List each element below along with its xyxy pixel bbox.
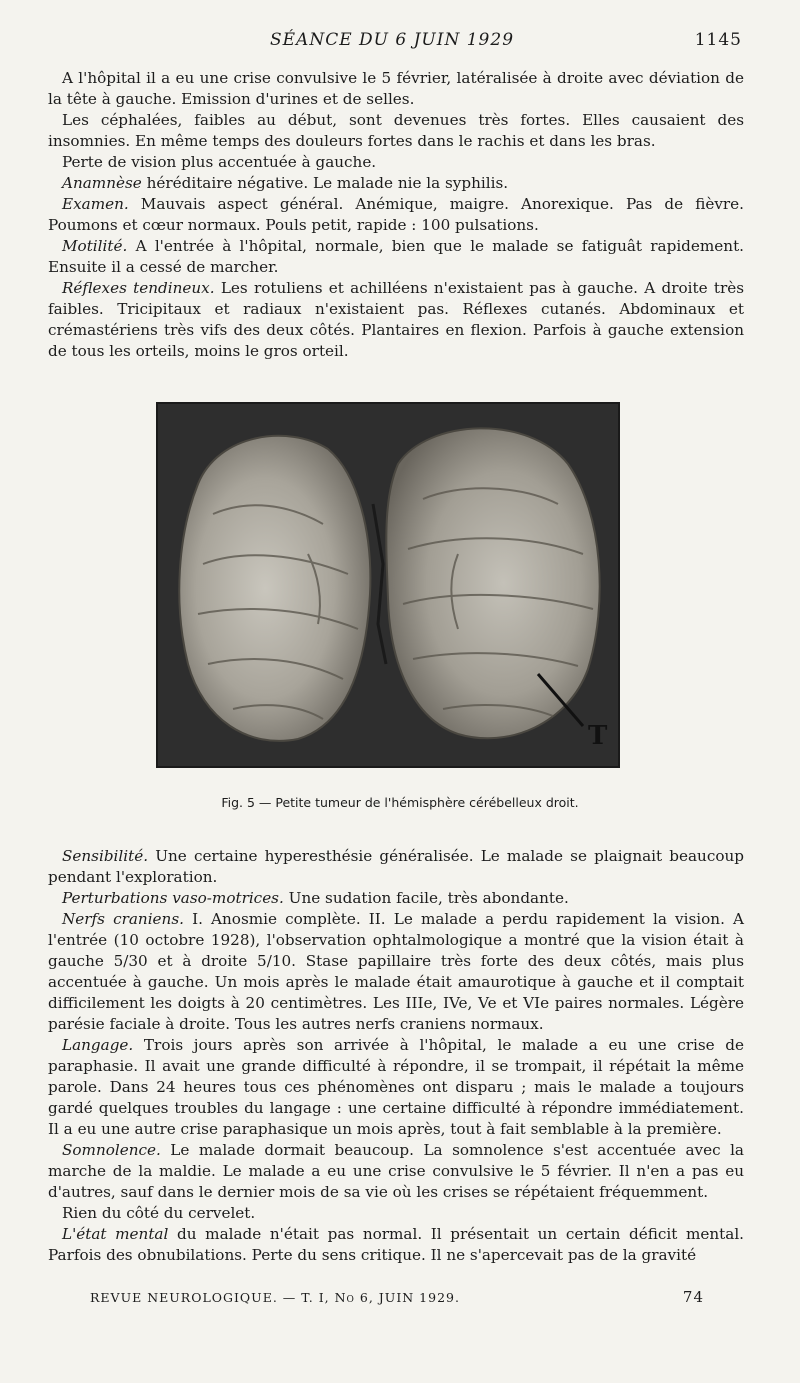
paragraph-lead: Somnolence. bbox=[62, 1141, 161, 1159]
paragraph bbox=[48, 278, 744, 362]
paragraph bbox=[48, 1035, 744, 1140]
cerebellum-photo-illustration bbox=[158, 404, 618, 766]
paragraph-lead: Sensibilité. bbox=[62, 847, 149, 865]
paragraph bbox=[48, 152, 744, 173]
paragraph-text: Perte de vision plus accentuée à gauche. bbox=[62, 153, 377, 171]
paragraph-text: Une sudation facile, très abondante. bbox=[283, 889, 569, 907]
paragraph bbox=[48, 1140, 744, 1203]
paragraph-text: héréditaire négative. Le malade nie la syphilis. bbox=[141, 174, 509, 192]
paragraph-lead: Nerfs craniens. bbox=[62, 910, 184, 928]
paragraph-lead: Réflexes tendineux. bbox=[62, 279, 215, 297]
paragraph bbox=[48, 236, 744, 278]
paragraph bbox=[48, 110, 744, 152]
figure-caption: Fig. 5 — Petite tumeur de l'hémisphère cérébelleux droit. bbox=[221, 795, 579, 810]
page-number: 1145 bbox=[694, 30, 742, 50]
paragraph-lead: Examen. bbox=[62, 195, 129, 213]
paragraph bbox=[48, 846, 744, 888]
paragraph bbox=[48, 1203, 744, 1224]
paragraph-text: A l'entrée à l'hôpital, normale, bien que le malade se fatiguât rapidement. Ensuite il a cessé de marcher. bbox=[48, 237, 744, 276]
paragraph-lead: Perturbations vaso-motrices. bbox=[62, 889, 284, 907]
paragraph-lead: L'état mental bbox=[62, 1225, 169, 1243]
paragraph-text: du malade n'était pas normal. Il présentait un certain déficit mental. Parfois des obnubilations. Perte du sens critique. Il ne s'apercevait pas de la gravité bbox=[48, 1225, 744, 1264]
paragraph-text: Une certaine hyperesthésie généralisée. Le malade se plaignait beaucoup pendant l'exploration. bbox=[48, 847, 744, 886]
paragraph bbox=[48, 68, 744, 110]
paragraph-text: I. Anosmie complète. II. Le malade a perdu rapidement la vision. A l'entrée (10 octobre 1928), l'observation ophtalmologique a montré que la vision était à gauche 5/30 et à droite 5/10. Stase papillaire très forte des deux côtés, mais plus accentuée à gauche. Un mois après le malade était amaurotique à gauche et il comptait difficilement les doigts à 20 centimètres. Les IIIe, IVe, Ve et VIe paires normales. Légère parésie faciale à droite. Tous les autres nerfs craniens normaux. bbox=[48, 910, 744, 1033]
paragraph-text: Les rotuliens et achilléens n'existaient pas à gauche. A droite très faibles. Tricipitaux et radiaux n'existaient pas. Réflexes cutanés. Abdominaux et crémastériens très vifs des deux côtés. Plantaires en flexion. Parfois à gauche extension de tous les orteils, moins le gros orteil. bbox=[48, 279, 744, 360]
paragraph-lead: Langage. bbox=[62, 1036, 134, 1054]
paragraph-text: Mauvais aspect général. Anémique, maigre. Anorexique. Pas de fièvre. Poumons et cœur normaux. Pouls petit, rapide : 100 pulsations. bbox=[48, 195, 744, 234]
paragraph bbox=[48, 194, 744, 236]
paragraph bbox=[48, 888, 744, 909]
paragraph-text: A l'hôpital il a eu une crise convulsive le 5 février, latéralisée à droite avec déviation de la tête à gauche. Emission d'urines et de selles. bbox=[48, 69, 744, 108]
running-title: SÉANCE DU 6 JUIN 1929 bbox=[270, 30, 515, 50]
paragraph bbox=[48, 173, 744, 194]
paragraph-text: Les céphalées, faibles au début, sont devenues très fortes. Elles causaient des insomnies. En même temps des douleurs fortes dans le rachis et dans les bras. bbox=[48, 111, 744, 150]
paragraph-text: Trois jours après son arrivée à l'hôpital, le malade a eu une crise de paraphasie. Il avait une grande difficulté à répondre, il se trompait, il répétait la même parole. Dans 24 heures tous ces phénomènes ont disparu ; mais le malade a toujours gardé quelques troubles du langage : une certaine difficulté à répondre immédiatement. Il a eu une autre crise paraphasique un mois après, tout à fait semblable à la première. bbox=[48, 1036, 744, 1138]
text-block-bottom bbox=[48, 846, 744, 1266]
footer-page-number: 74 bbox=[682, 1288, 704, 1306]
paragraph bbox=[48, 1224, 744, 1266]
figure-photo bbox=[156, 402, 620, 768]
paragraph bbox=[48, 909, 744, 1035]
paragraph-text: Le malade dormait beaucoup. La somnolence s'est accentuée avec la marche de la maldie. Le malade a eu une crise convulsive le 5 février. Il n'en a pas eu d'autres, sauf dans le dernier mois de sa vie où les crises se répétaient fréquemment. bbox=[48, 1141, 744, 1201]
paragraph-text: Rien du côté du cervelet. bbox=[62, 1204, 256, 1222]
figure-label-t: T bbox=[588, 721, 608, 751]
text-block-top bbox=[48, 68, 744, 362]
paragraph-lead: Anamnèse bbox=[62, 174, 142, 192]
journal-citation: REVUE NEUROLOGIQUE. — T. I, No 6, JUIN 1929. bbox=[90, 1290, 460, 1305]
paragraph-lead: Motilité. bbox=[62, 237, 128, 255]
